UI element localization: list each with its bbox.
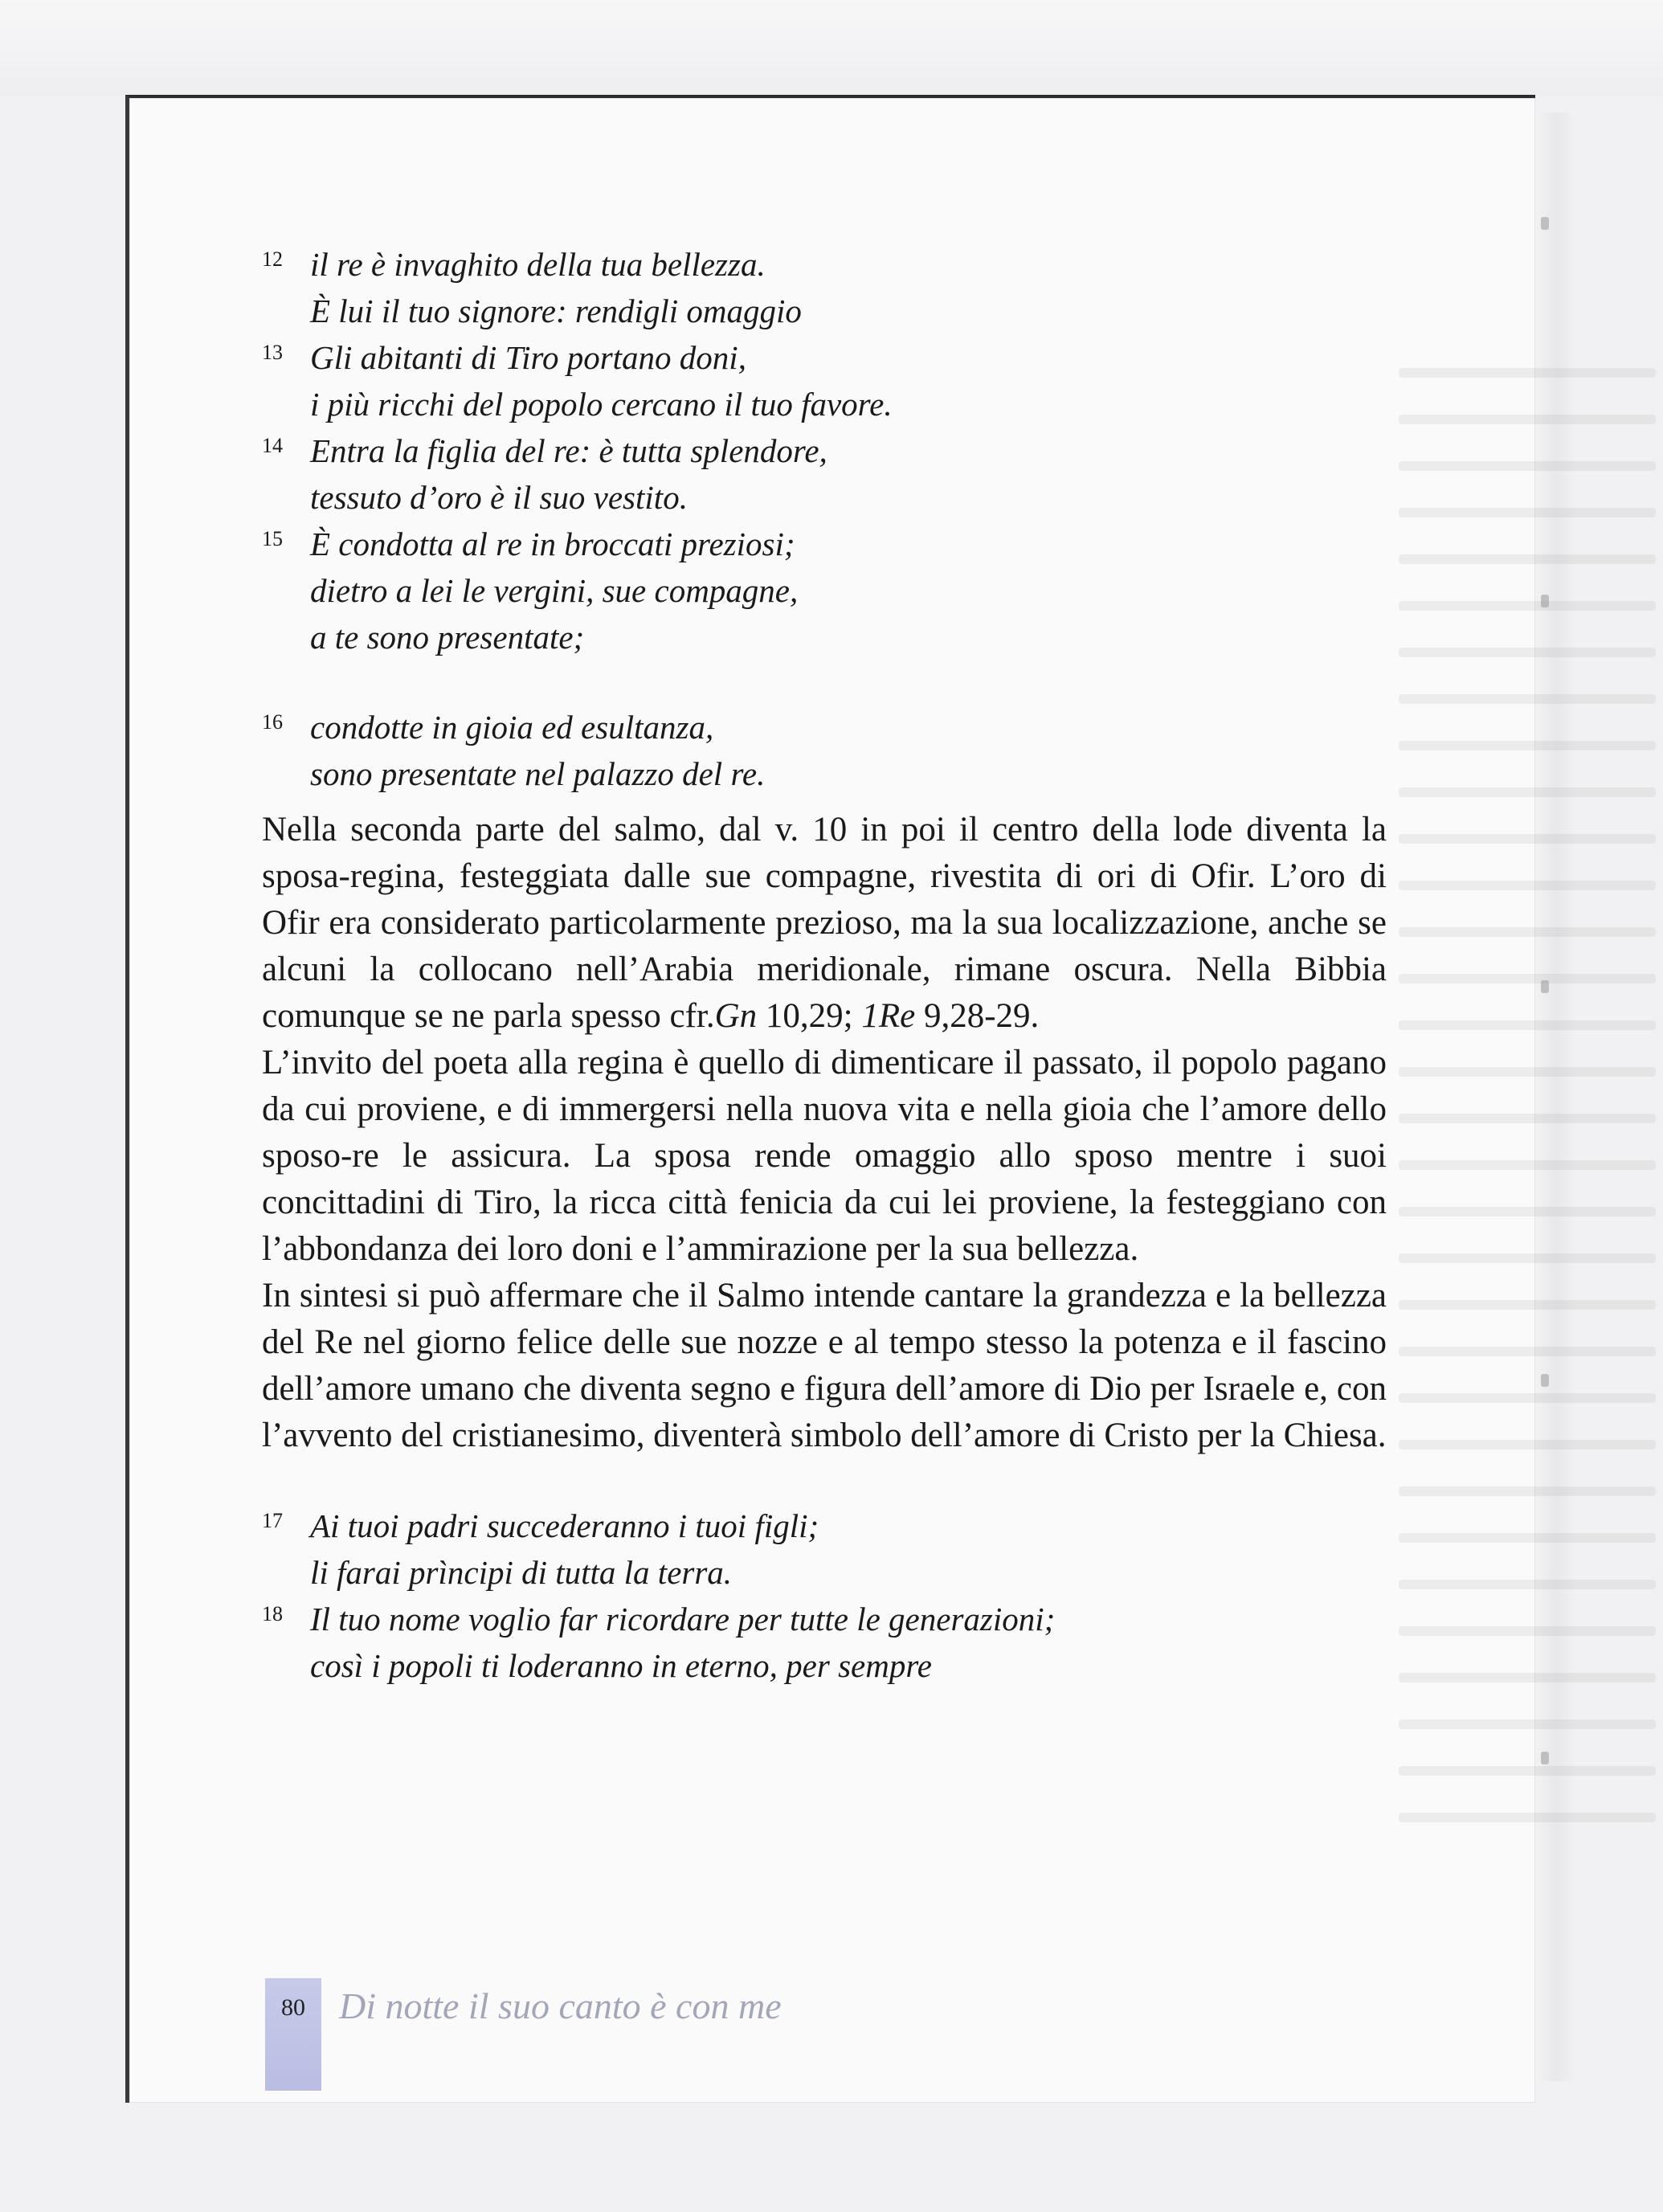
verse-line: 13 Gli abitanti di Tiro portano doni, [262, 339, 746, 376]
psalm-verses-top [262, 241, 1387, 660]
verse-line: 18 Il tuo nome voglio far ricordare per tutte le generazioni; [262, 1601, 1056, 1638]
show-through-bleed [1399, 331, 1656, 1922]
verse-line: dietro a lei le vergini, sue compagne, [310, 572, 799, 609]
commentary-paragraph: Nella seconda parte del salmo, dal v. 10 in poi il centro della lode diventa la sposa-regina, festeggiata dalle sue compagne, rivestita di ori di Ofir. L’oro di Ofir era considerato particolarmente prezioso, ma la sua localizzazione, anche se alcuni la collocano nell’Arabia meridionale, rimane oscura. Nella Bibbia comunque se ne parla spesso cfr.Gn 10,29; 1Re 9,28-29. [262, 811, 1387, 1035]
commentary-paragraph: In sintesi si può affermare che il Salmo intende cantare la grandezza e la bellezza del Re nel giorno felice delle sue nozze e al tempo stesso la potenza e il fascino dell’amore umano che diventa segno e figura dell’amore di Dio per Israele e, con l’avvento del cristianesimo, diventerà simbolo dell’amore di Cristo per la Chiesa. [262, 1277, 1387, 1454]
verse-line: È lui il tuo signore: rendigli omaggio [310, 292, 802, 329]
psalm-verses-bottom [262, 1503, 1387, 1689]
binding-mark [1541, 217, 1549, 230]
verse-line: così i popoli ti loderanno in eterno, per sempre [310, 1647, 932, 1684]
scan-background [0, 0, 1663, 96]
verse-line: tessuto d’oro è il suo vestito. [310, 479, 688, 516]
page-number: 80 [281, 1994, 305, 2021]
verse-line: 17 Ai tuoi padri succederanno i tuoi figli; [262, 1507, 819, 1544]
verse-line: 14 Entra la figlia del re: è tutta splendore, [262, 432, 827, 469]
page-content [262, 241, 1387, 1689]
verse-line: 15 È condotta al re in broccati preziosi; [262, 525, 795, 562]
commentary [262, 807, 1387, 1459]
verse-line: i più ricchi del popolo cercano il tuo favore. [310, 386, 893, 423]
psalm-verses-mid [262, 704, 1387, 797]
commentary-paragraph: L’invito del poeta alla regina è quello di dimenticare il passato, il popolo pagano da cui proviene, e di immergersi nella nuova vita e nella gioia che l’amore dello sposo-re le assicura. La sposa rende omaggio allo sposo mentre i suoi concittadini di Tiro, la ricca città fenicia da cui lei proviene, la festeggiano con l’abbondanza dei loro doni e l’ammirazione per la sua bellezza. [262, 1044, 1387, 1268]
verse-line: sono presentate nel palazzo del re. [310, 755, 766, 792]
running-head: Di notte il suo canto è con me [339, 1985, 782, 2026]
verse-line: a te sono presentate; [310, 619, 585, 656]
verse-line: 12 il re è invaghito della tua bellezza. [262, 246, 766, 283]
page-footer [265, 1978, 1068, 2091]
verse-line: li farai prìncipi di tutta la terra. [310, 1554, 733, 1591]
verse-line: 16 condotte in gioia ed esultanza, [262, 709, 714, 746]
